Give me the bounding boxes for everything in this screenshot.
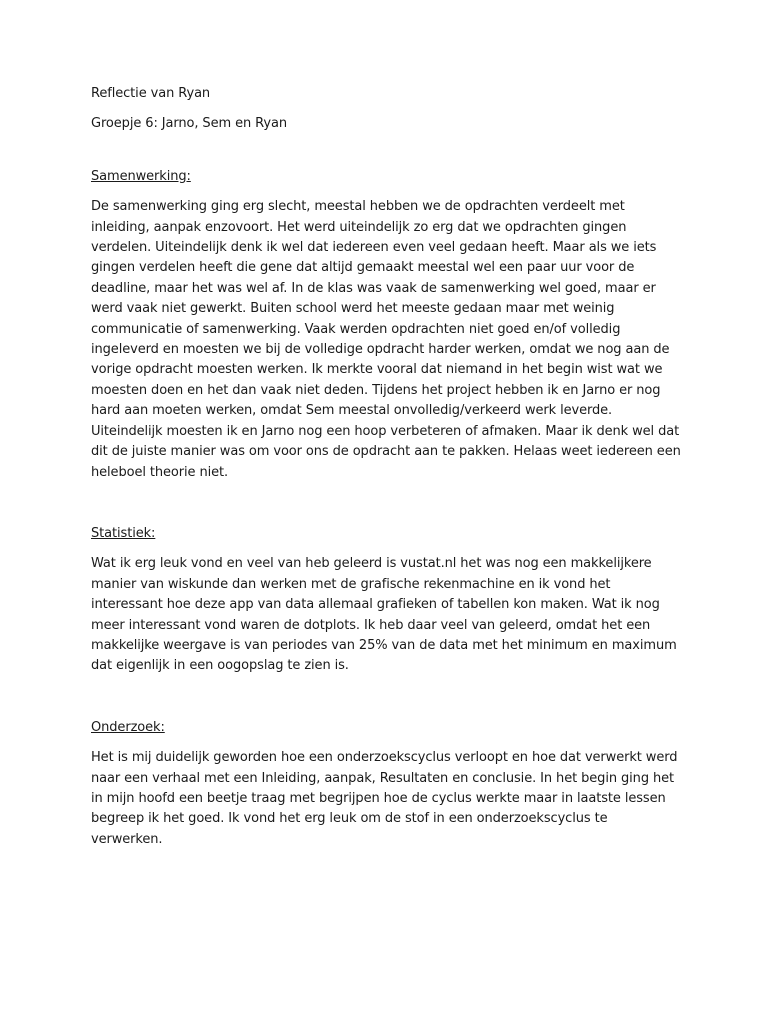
section-body: De samenwerking ging erg slecht, meestal hebben we de opdrachten verdeelt met inleiding, aanpak enzovoort. Het werd uiteindelijk zo erg dat we opdrachten gingen verdelen. Uiteindelijk denk ik wel dat iedereen even veel gedaan heeft. Maar als we iets gingen verdelen heeft die gene dat altijd gemaakt meestal wel een paar uur voor de deadline, maar het was wel af. In de klas was vaak de samenwerking wel goed, maar er werd vaak niet gewerkt. Buiten school werd het meeste gedaan maar met weinig communicatie of samenwerking. Vaak werden opdrachten niet goed en/of volledig ingeleverd en moesten we bij de volledige opdracht harder werken, omdat we nog aan de vorige opdracht moesten werken. Ik merkte vooral dat niemand in het begin wist wat we moesten doen en het dan vaak niet deden. Tijdens het project hebben ik en Jarno er nog hard aan moeten werken, omdat Sem meestal onvolledig/verkeerd werk leverde. Uiteindelijk moesten ik en Jarno nog een hoop verbeteren of afmaken. Maar ik denk wel dat dit de juiste manier was om voor ons de opdracht aan te pakken. Helaas weet iedereen een heleboel theorie niet. (91, 199, 681, 480)
document-title: Reflectie van Ryan (91, 86, 211, 101)
section-body: Het is mij duidelijk geworden hoe een onderzoekscyclus verloopt en hoe dat verwerkt werd naar een verhaal met een Inleiding, aanpak, Resultaten en conclusie. In het begin ging het in mijn hoofd een beetje traag met begrijpen hoe de cyclus werkte maar in laatste lessen begreep ik het goed. Ik vond het erg leuk om de stof in een onderzoekscyclus te verwerken. (91, 750, 678, 847)
section-statistiek (91, 524, 681, 677)
document-page (91, 84, 681, 891)
group-members: Groepje 6: Jarno, Sem en Ryan (91, 116, 287, 132)
section-body: Wat ik erg leuk vond en veel van heb geleerd is vustat.nl het was nog een makkelijkere manier van wiskunde dan werken met de grafische rekenmachine en ik vond het interessant hoe deze app van data allemaal grafieken of tabellen kon maken. Wat ik nog meer interessant vond waren de dotplots. Ik heb daar veel van geleerd, omdat het een makkelijke weergave is van periodes van 25% van de data met het minimum en maximum dat eigenlijk in een oogopslag te zien is. (91, 556, 677, 674)
section-heading: Onderzoek: (91, 719, 165, 735)
section-samenwerking (91, 167, 681, 483)
section-heading: Statistiek: (91, 525, 156, 541)
section-onderzoek (91, 718, 681, 850)
section-heading: Samenwerking: (91, 168, 191, 184)
